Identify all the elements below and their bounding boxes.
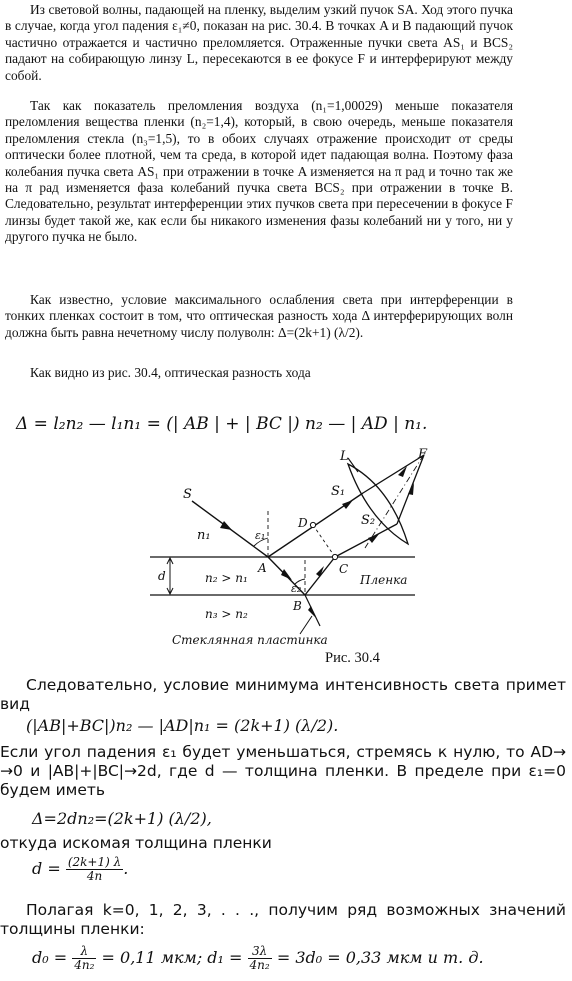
paragraph-intro: Из световой волны, падающей на пленку, выделим узкий пучок SA. Ход этого пучка в случае, когда угол падения ε₁≠0, показан на рис. 30.4. В точках A и B падающий пучок частично отражается и частично преломляется. Отраженные пучки света AS₁ и BCS₂ падают на собирающую линзу L, пересекаются в ее фокусе F и интерферируют между собой. (5, 2, 513, 83)
label-f: F (418, 447, 428, 462)
paragraph-refraction: Так как показатель преломления воздуха (n₁=1,00029) меньше показателя преломления вещества пленки (n₂=1,4), который, в свою очередь, меньше показателя преломления стекла (n₃=1,5), то в обоих случаях отражение происходит от среды оптически более плотной, чем та среда, в которой идет падающая волна. Поэтому фаза колебания пучка света AS₁ при отражении в точке A изменяется на π рад и точно так же на π рад изменяется фаза колебаний пучка света BCS₂ при отражении в точке B. Следовательно, результат интерференции этих пучков света при пересечении в фокусе F линзы будет такой же, как если бы никакого изменения фазы колебаний ни у того, ни у другого пучка не было. (5, 98, 513, 245)
formula-d0-fraction (72, 945, 96, 972)
paragraph-condition: Как известно, условие максимального ослабления света при интерференции в тонких пленках состоит в том, что оптическая разность хода Δ интерферирующих волн должна быть равна нечетному числу полуволн: Δ=(2k+1) (λ/2). (5, 292, 513, 340)
label-b: B (293, 599, 302, 613)
paragraph-thickness: откуда искомая толщина пленки (0, 834, 272, 852)
label-s: S (183, 487, 192, 502)
formula-d0-left: d₀ = (32, 948, 68, 967)
label-glass: Стеклянная пластинка (172, 633, 328, 647)
formula-thickness (32, 856, 128, 883)
formula-thickness-left: d = (32, 859, 61, 878)
formula-d1-left: = 0,11 мкм; d₁ = (101, 948, 243, 967)
label-a: A (258, 561, 267, 575)
label-film: Пленка (360, 573, 408, 587)
paragraph-angle-limit: Если угол падения ε₁ будет уменьшаться, стремясь к нулю, то AD→ →0 и |AB|+|BC|→2d, где d — толщина пленки. В пределе при ε₁=0 будем иметь (0, 743, 566, 799)
ray-s1-to-focus (363, 455, 424, 493)
focus-arrow-2 (408, 483, 414, 495)
formula-d0-denominator: 4n₂ (74, 958, 95, 972)
formula-path-difference: Δ = l₂n₂ — l₁n₁ = (| AB | + | BC |) n₂ — | AD | n₁. (16, 414, 428, 434)
formula-normal-incidence: Δ=2dn₂=(2k+1) (λ/2), (32, 809, 212, 828)
lens (348, 464, 408, 544)
formula-minimum-condition: (|AB|+BC|)n₂ — |AD|n₁ = (2k+1) (λ/2). (26, 716, 339, 735)
formula-d1-denominator: 4n₂ (249, 958, 270, 972)
formula-thickness-end: . (123, 859, 129, 878)
label-d-point: D (298, 516, 308, 530)
formula-thickness-denominator: 4n (86, 869, 103, 883)
paragraph-values: Полагая k=0, 1, 2, 3, . . ., получим ряд возможных значений толщины пленки: (0, 901, 566, 938)
figure-30-4 (150, 446, 430, 651)
paragraph-path-difference: Как видно из рис. 30.4, оптическая разность хода (30, 365, 311, 380)
reflected-ray-s1-arrow (342, 500, 353, 509)
label-d: d (158, 569, 166, 583)
label-l: L (340, 449, 349, 464)
label-n2: n₂ > n₁ (205, 571, 248, 585)
label-eps1: ε₁ (255, 529, 266, 542)
formula-values-end: = 3d₀ = 0,33 мкм и т. д. (276, 948, 484, 967)
figure-caption: Рис. 30.4 (325, 650, 380, 666)
formula-thickness-fraction (66, 856, 123, 883)
glass-pointer (300, 616, 312, 634)
formula-d1-fraction (248, 945, 272, 972)
paragraph-minimum: Следовательно, условие минимума интенсивность света примет вид (0, 676, 566, 713)
perpendicular-cd (313, 525, 335, 557)
label-s2: S₂ (361, 513, 376, 528)
formula-thickness-numerator: (2k+1) λ (67, 855, 122, 869)
label-eps2: ε₂ (291, 582, 302, 595)
label-n1: n₁ (197, 528, 211, 543)
formula-values (32, 945, 484, 972)
label-c: C (339, 562, 349, 576)
point-d (310, 522, 315, 527)
formula-d1-numerator: 3λ (248, 945, 272, 959)
refracted-ray-arrow (281, 569, 292, 580)
label-n3: n₃ > n₂ (205, 607, 248, 621)
label-s1: S₁ (331, 484, 346, 499)
point-c (332, 554, 337, 559)
formula-d0-numerator: λ (72, 945, 96, 959)
